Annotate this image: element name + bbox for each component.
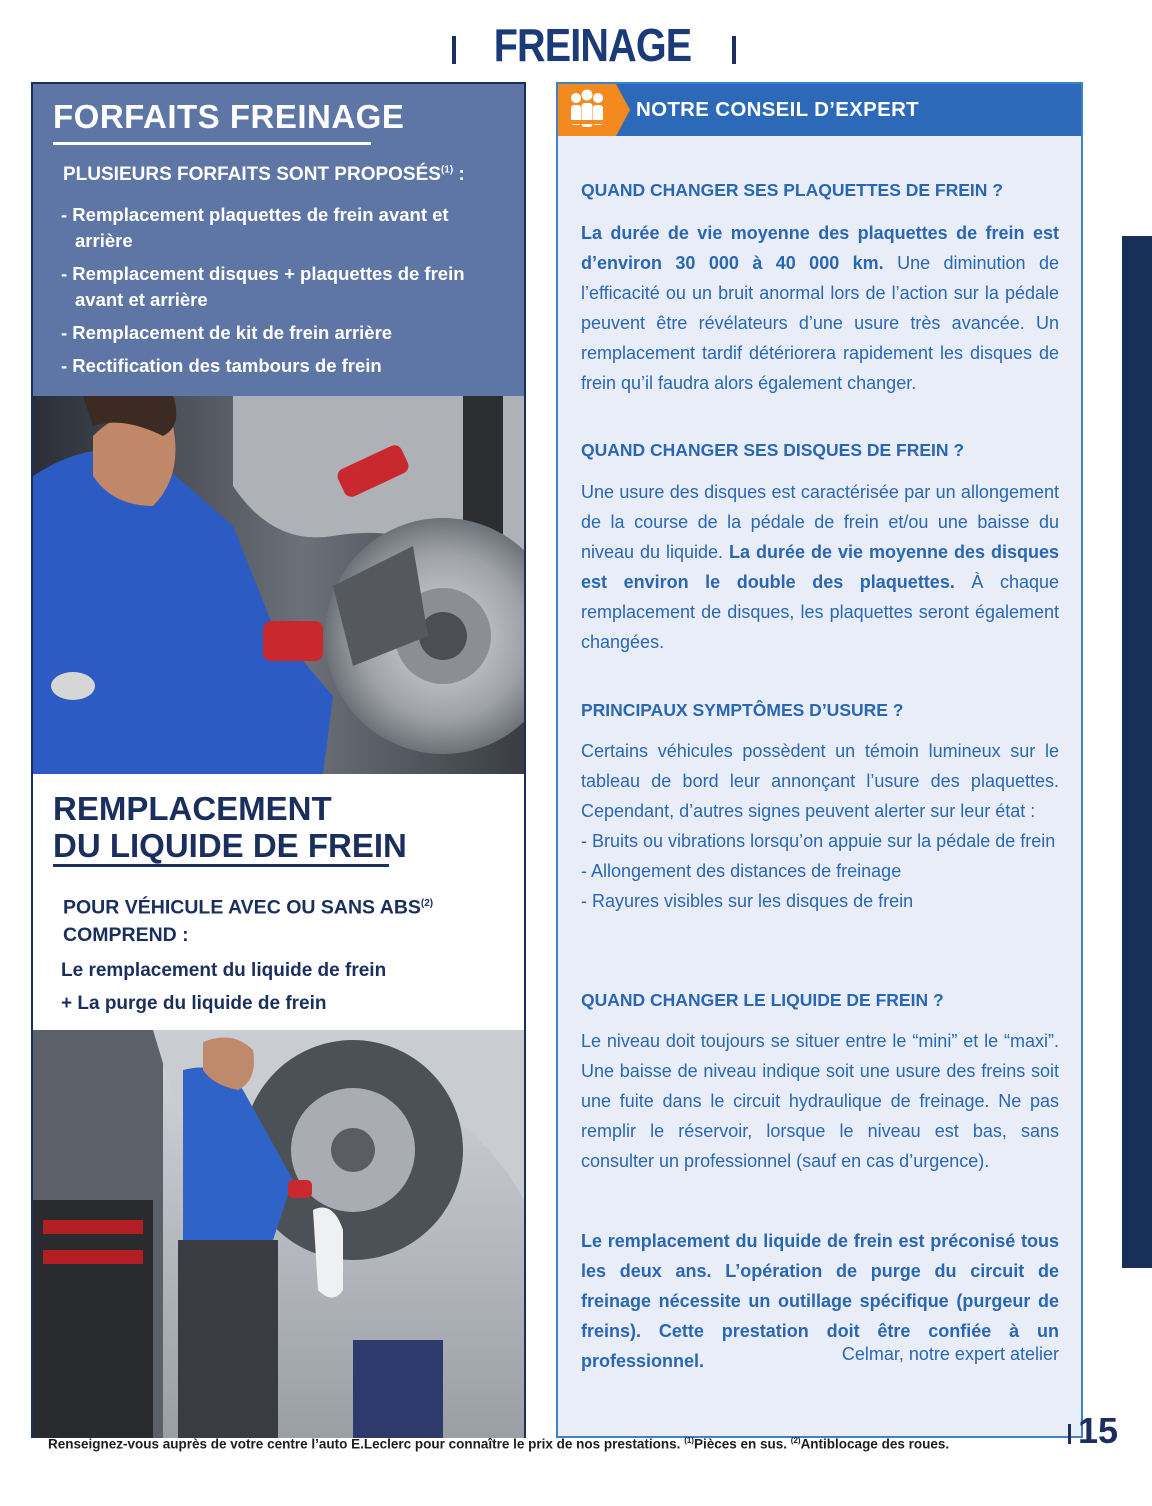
liquide-line-1: Le remplacement du liquide de frein <box>61 960 387 981</box>
forfaits-subtitle: PLUSIEURS FORFAITS SONT PROPOSÉS$^{(1)}$ : <box>63 164 465 185</box>
mechanic-brake-disc-photo <box>33 396 524 774</box>
page-title: FREINAGE <box>493 19 692 71</box>
list-item: - Bruits ou vibrations lorsqu’on appuie sur la pédale de frein <box>581 831 1056 851</box>
liquide-title-underline <box>53 864 389 867</box>
title-divider-right <box>732 36 736 64</box>
forfaits-list <box>61 202 501 386</box>
liquide-recommendation: Le remplacement du liquide de frein est préconisé tous les deux ans. L’opération de purge du circuit de freinage nécessite un outillage spécifique (purgeur de freins). Cette prestation doit être confiée à un professionnel. <box>581 1231 1059 1371</box>
expert-signature: Celmar, notre expert atelier <box>841 1344 1059 1364</box>
answer-plaquettes: La durée de vie moyenne des plaquettes de frein est d’environ 30 000 à 40 000 km. Une diminution de l’efficacité ou un bruit anormal lors de l’action sur la pédale peuvent être révélateurs d’une usure très avancée. Un remplacement tardif détériorera rapidement les disques de frein qu’il faudra alors également changer. <box>581 223 1059 393</box>
list-item: - Rayures visibles sur les disques de frein <box>581 891 914 911</box>
footer-note: Renseignez-vous auprès de votre centre l’auto E.Leclerc pour connaître le prix de nos prestations. $^{(1)}$Pièces en sus. $^{(2)}$Antiblocage des roues. <box>48 1436 950 1452</box>
liquide-subtitle: POUR VÉHICULE AVEC OU SANS ABS$^{(2)}$ COMPREND : <box>63 896 434 946</box>
mechanic-brake-fluid-photo <box>33 1030 524 1438</box>
expert-panel <box>556 82 1083 1438</box>
answer-disques: Une usure des disques est caractérisée par un allongement de la course de la pédale de frein et/ou une baisse du niveau du liquide. La durée de vie moyenne des disques est environ le double des plaquettes. À chaque remplacement de disques, les plaquettes seront également changées. <box>581 482 1060 652</box>
forfaits-item: - Remplacement plaquettes de frein avant et arrière <box>61 204 449 251</box>
symptoms-list <box>581 826 1059 916</box>
header-arrow-shape <box>616 84 630 136</box>
list-item: - Allongement des distances de freinage <box>581 861 902 881</box>
forfaits-item: - Remplacement disques + plaquettes de frein avant et arrière <box>61 263 465 310</box>
forfaits-title: FORFAITS FREINAGE <box>53 98 405 135</box>
expert-header <box>558 84 1081 136</box>
title-divider-left <box>452 36 456 64</box>
page-number-divider <box>1068 1424 1071 1444</box>
liquide-title: REMPLACEMENT DU LIQUIDE DE FREIN <box>53 790 407 864</box>
answer-liquide: Le niveau doit toujours se situer entre le “mini” et le “maxi”. Une baisse de niveau indique soit une usure des freins soit une fuite dans le circuit hydraulique de freinage. Ne pas remplir le réservoir, lorsque le niveau est bas, sans consulter un professionnel (sauf en cas d’urgence). <box>581 1031 1059 1171</box>
side-section-tab <box>1122 236 1152 1268</box>
left-column <box>31 82 526 1438</box>
forfaits-title-underline <box>53 142 371 145</box>
forfaits-item: - Remplacement de kit de frein arrière <box>61 322 393 343</box>
question-liquide: QUAND CHANGER LE LIQUIDE DE FREIN ? <box>581 990 944 1010</box>
answer-symptomes: Certains véhicules possèdent un témoin lumineux sur le tableau de bord leur annonçant l’usure des plaquettes. Cependant, d’autres signes peuvent alerter sur leur état : <box>581 741 1059 821</box>
liquide-line-2: + La purge du liquide de frein <box>61 993 327 1014</box>
page-number: 15 <box>1078 1410 1119 1451</box>
people-group-icon <box>558 84 616 136</box>
expert-header-title: NOTRE CONSEIL D’EXPERT <box>636 98 920 121</box>
forfaits-item: - Rectification des tambours de frein <box>61 355 382 376</box>
question-disques: QUAND CHANGER SES DISQUES DE FREIN ? <box>581 440 965 460</box>
question-plaquettes: QUAND CHANGER SES PLAQUETTES DE FREIN ? <box>581 180 1003 200</box>
question-symptomes: PRINCIPAUX SYMPTÔMES D’USURE ? <box>581 700 904 720</box>
forfaits-panel <box>33 84 524 396</box>
